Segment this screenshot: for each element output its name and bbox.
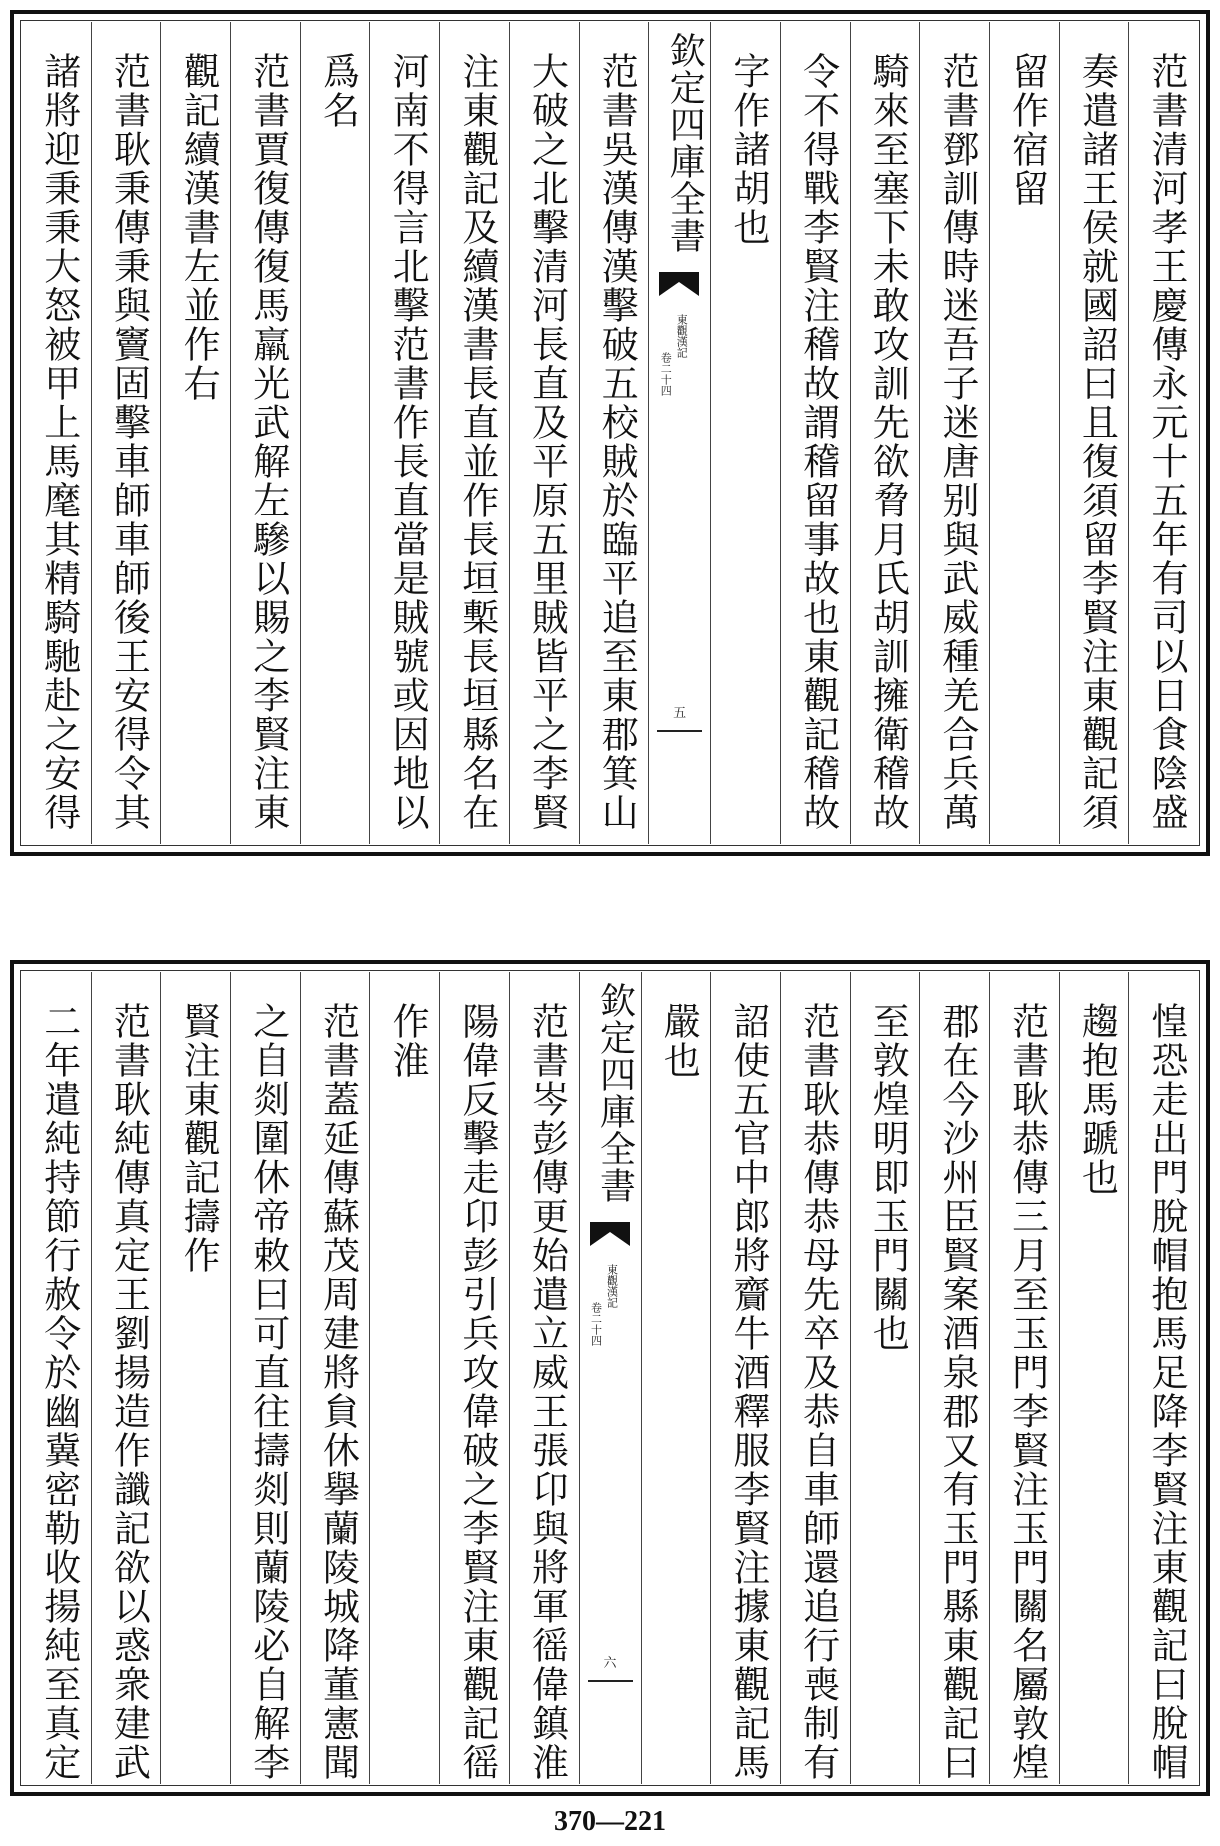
top-center-fold-column	[648, 22, 710, 844]
bottom-column	[230, 972, 300, 1784]
top-column-text: 留作宿留	[1005, 52, 1049, 208]
fold-bar-divider	[588, 1680, 633, 1682]
top-column	[1059, 22, 1129, 844]
top-column-text: 觀記續漢書左並作右	[177, 52, 221, 403]
bottom-column-text: 詔使五官中郎將齎牛酒釋服李賢注據東觀記馬	[726, 1002, 770, 1782]
leaf-number: 五	[673, 706, 687, 721]
top-column	[91, 22, 161, 844]
bottom-column	[919, 972, 989, 1784]
bottom-column	[850, 972, 920, 1784]
bottom-column	[989, 972, 1059, 1784]
top-column	[989, 22, 1059, 844]
bottom-column	[439, 972, 509, 1784]
bottom-column-text: 范書耿純傳真定王劉揚造作讖記欲以惑衆建武	[107, 1002, 151, 1782]
top-column	[160, 22, 230, 844]
top-column	[369, 22, 439, 844]
fish-tail-top-icon	[659, 272, 699, 306]
top-column-text: 范書賈復傳復馬羸光武解左驂以賜之李賢注東	[246, 52, 290, 832]
top-column-text: 范書鄧訓傳時迷吾子迷唐别與武威種羌合兵萬	[935, 52, 979, 832]
top-column-text: 范書吳漢傳漢擊破五校賊於臨平追至東郡箕山	[595, 52, 639, 832]
top-column	[509, 22, 579, 844]
top-column-text: 騎來至塞下未敢攻訓先欲脅月氏胡訓擁衛稽故	[866, 52, 910, 832]
bottom-column	[160, 972, 230, 1784]
top-column	[850, 22, 920, 844]
volume-label: 卷二十四	[589, 1302, 603, 1346]
top-column	[1128, 22, 1198, 844]
top-column	[22, 22, 91, 844]
top-column	[230, 22, 300, 844]
top-column-text: 范書清河孝王慶傳永元十五年有司以日食陰盛	[1145, 52, 1188, 832]
top-column	[710, 22, 780, 844]
bottom-column	[22, 972, 91, 1784]
top-column-text: 注東觀記及續漢書長直並作長垣槧長垣縣名在	[455, 52, 499, 832]
bottom-column	[369, 972, 439, 1784]
series-title: 欽定四庫全書	[664, 32, 706, 254]
bottom-column	[300, 972, 370, 1784]
top-text-columns	[22, 22, 1198, 844]
bottom-center-fold-column	[579, 972, 641, 1784]
bottom-column-text: 陽偉反擊走卬彭引兵攻偉破之李賢注東觀記徭	[455, 1002, 499, 1782]
bottom-column-text: 郡在今沙州臣賢案酒泉郡又有玉門縣東觀記曰	[935, 1002, 979, 1782]
top-column-text: 河南不得言北擊范書作長直當是賊號或因地以	[386, 52, 430, 832]
bottom-column-text: 作淮	[386, 1002, 430, 1080]
top-column	[439, 22, 509, 844]
bottom-column-text: 賢注東觀記擣作	[177, 1002, 221, 1275]
bottom-column	[780, 972, 850, 1784]
fish-tail-top-icon	[590, 1222, 630, 1256]
bottom-book-page	[10, 960, 1210, 1796]
bottom-column-text: 范書岑彭傳更始遣立威王張卬與將軍徭偉鎮淮	[525, 1002, 569, 1782]
bottom-column	[641, 972, 711, 1784]
bottom-column-text: 至敦煌明即玉門關也	[866, 1002, 910, 1353]
top-column	[579, 22, 649, 844]
bottom-column-text: 二年遣純持節行赦令於幽冀密勒收揚純至真定	[37, 1002, 81, 1782]
series-title: 欽定四庫全書	[594, 982, 636, 1204]
bottom-column	[1128, 972, 1198, 1784]
bottom-column-text: 范書蓋延傳蘇茂周建將貟休擧蘭陵城降董憲聞	[316, 1002, 360, 1782]
volume-label: 卷二十四	[659, 352, 673, 396]
bottom-column-text: 之自剡圍休帝敕曰可直往擣剡則蘭陵必自解李	[246, 1002, 290, 1782]
bottom-column-text: 嚴也	[657, 1002, 701, 1080]
top-column	[919, 22, 989, 844]
fold-bar-divider	[657, 730, 702, 732]
book-title: 東觀漢記	[675, 314, 689, 358]
top-column-text: 字作諸胡也	[726, 52, 770, 247]
top-column-text: 諸將迎秉秉大怒被甲上馬麾其精騎馳赴之安得	[37, 52, 81, 832]
top-book-page	[10, 10, 1210, 856]
bottom-column-text: 惶恐走出門脫帽抱馬足降李賢注東觀記曰脫帽	[1145, 1002, 1188, 1782]
bottom-column	[710, 972, 780, 1784]
leaf-number: 六	[603, 1656, 617, 1671]
bottom-column-text: 范書耿恭傳恭母先卒及恭自車師還追行喪制有	[796, 1002, 840, 1782]
bottom-column	[91, 972, 161, 1784]
top-column	[780, 22, 850, 844]
book-title: 東觀漢記	[605, 1264, 619, 1308]
top-column-text: 大破之北擊清河長直及平原五里賊皆平之李賢	[525, 52, 569, 832]
bottom-column	[509, 972, 579, 1784]
bottom-column-text: 趨抱馬蹏也	[1075, 1002, 1119, 1197]
top-column-text: 令不得戰李賢注稽故謂稽留事故也東觀記稽故	[796, 52, 840, 832]
bottom-column	[1059, 972, 1129, 1784]
top-column-text: 范書耿秉傳秉與竇固擊車師車師後王安得令其	[107, 52, 151, 832]
top-column	[300, 22, 370, 844]
top-column-text: 奏遣諸王侯就國詔曰且復須留李賢注東觀記須	[1075, 52, 1119, 832]
bottom-text-columns	[22, 972, 1198, 1784]
top-column-text: 爲名	[316, 52, 360, 130]
page-number: 370—221	[554, 1806, 666, 1837]
bottom-column-text: 范書耿恭傳三月至玉門李賢注玉門關名屬敦煌	[1005, 1002, 1049, 1782]
